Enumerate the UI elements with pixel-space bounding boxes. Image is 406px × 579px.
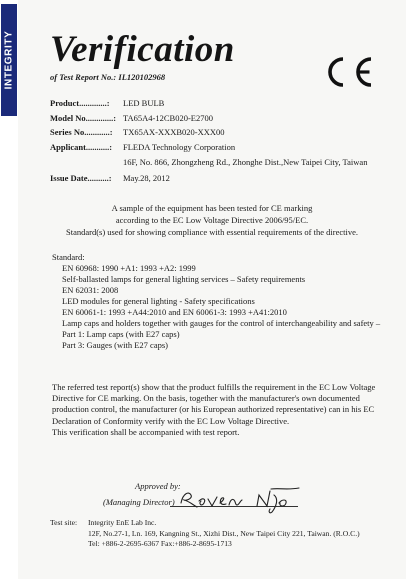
standard-line: Part 3: Gauges (with E27 caps) (62, 340, 168, 350)
test-site-label: Test site: (50, 518, 78, 527)
standards-heading: Standard: (52, 252, 85, 262)
brand-name: INTEGRITY (3, 30, 15, 90)
intro-line: according to the EC Low Voltage Directive 2006/95/EC. (115, 215, 309, 225)
test-site-contact: Tel: +886-2-2695-6367 Fax:+886-2-8695-1713 (88, 539, 232, 548)
test-site-block (50, 518, 360, 550)
report-number: of Test Report No.: IL120102968 (50, 72, 166, 82)
field-value: TX65AX-XXXB020-XXX00 (123, 127, 225, 137)
field-value: TA65A4-12CB020-E2700 (123, 113, 213, 123)
signature-image (175, 481, 305, 515)
field-label: Applicant...........: (50, 142, 113, 152)
approved-by-label: Approved by: (135, 481, 181, 491)
conclusion-line: The referred test report(s) show that the product fulfills the requirement in the EC Low Voltage (52, 382, 376, 392)
standard-line: EN 62031: 2008 (62, 285, 119, 295)
conclusion-line: Declaration of Conformity verify with the EC Low Voltage Directive. (52, 415, 290, 426)
intro-line: A sample of the equipment has been tested for CE marking (111, 203, 313, 213)
brand-logo (1, 4, 17, 116)
field-value: FLEDA Technology Corporation (123, 142, 236, 152)
field-label: Model No.............: (50, 113, 117, 123)
field-label: Issue Date..........: (50, 173, 112, 183)
standard-line: Lamp caps and holders together with gauges for the control of interchangeability and safety – (62, 318, 381, 328)
field-label: Product.............: (50, 98, 110, 108)
test-site-address: 12F, No.27-1, Ln. 169, Kangning St., Xizhi Dist., New Taipei City 221, Taiwan. (R.O.C.) (88, 528, 360, 538)
ce-mark-icon (326, 55, 378, 89)
standard-line: LED modules for general lighting - Safety specifications (62, 296, 255, 306)
intro-line: Standard(s) used for showing compliance with essential requirements of the directive. (66, 227, 358, 237)
test-site-name: Integrity EnE Lab Inc. (88, 518, 157, 527)
standard-line: Part 1: Lamp caps (with E27 caps) (62, 329, 180, 339)
standard-line: EN 60061-1: 1993 +A44:2010 and EN 60061-3: 1993 +A41:2010 (62, 307, 287, 317)
field-value: 16F, No. 866, Zhongzheng Rd., Zhonghe Dist.,New Taipei City, Taiwan (123, 157, 368, 167)
standard-line: Self-ballasted lamps for general lighting services – Safety requirements (62, 274, 306, 284)
conclusion-paragraph (52, 382, 376, 438)
conclusion-line: production control, the manufacturer (or his European authorized representative) can in his EC (52, 404, 375, 415)
sidebar (0, 0, 18, 579)
field-value: LED BULB (123, 98, 165, 108)
standards-list (52, 252, 380, 351)
document-title: Verification (50, 29, 235, 70)
conclusion-line: Directive for CE marking. On the basis, together with the manufacturer's own documented (52, 393, 360, 404)
managing-director-label: (Managing Director) (103, 497, 175, 507)
conclusion-line: This verification shall be accompanied with test report. (52, 426, 240, 437)
field-label: Series No............: (50, 127, 113, 137)
field-value: May.28, 2012 (123, 173, 170, 183)
standard-line: EN 60968: 1990 +A1: 1993 +A2: 1999 (62, 263, 196, 273)
intro-paragraph (52, 202, 372, 238)
